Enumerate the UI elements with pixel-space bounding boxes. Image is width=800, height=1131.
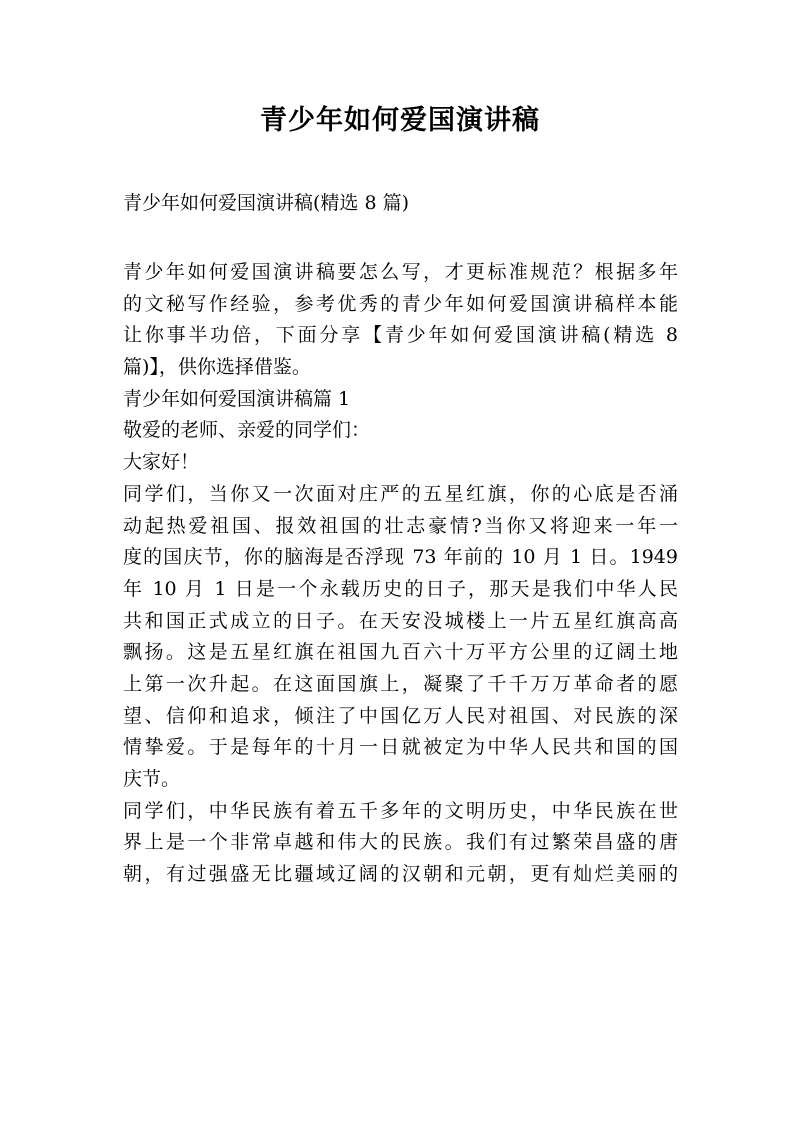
document-subtitle: 青少年如何爱国演讲稿(精选 8 篇) bbox=[123, 192, 409, 214]
text-line: 的文秘写作经验，参考优秀的青少年如何爱国演讲稿样本能 bbox=[123, 292, 678, 315]
text-line: 同学们，当你又一次面对庄严的五星红旗，你的心底是否涌 bbox=[123, 482, 678, 505]
document-title: 青少年如何爱国演讲稿 bbox=[260, 105, 540, 136]
text-line: 情挚爱。于是每年的十月一日就被定为中华人民共和国的国 bbox=[123, 736, 678, 759]
text-line: 青少年如何爱国演讲稿篇 1 bbox=[123, 387, 351, 410]
text-line: 朝，有过强盛无比疆域辽阔的汉朝和元朝，更有灿烂美丽的 bbox=[123, 863, 678, 886]
text-line: 共和国正式成立的日子。在天安没城楼上一片五星红旗高高 bbox=[123, 609, 678, 632]
text-line: 青少年如何爱国演讲稿要怎么写，才更标准规范？根据多年 bbox=[123, 261, 678, 283]
text-line: 篇)】，供你选择借鉴。 bbox=[123, 356, 311, 379]
text-line: 望、信仰和追求，倾注了中国亿万人民对祖国、对民族的深 bbox=[123, 704, 678, 727]
text-line: 让你事半功倍，下面分享【青少年如何爱国演讲稿(精选 8 bbox=[123, 324, 678, 347]
text-line: 上第一次升起。在这面国旗上，凝聚了千千万万革命者的愿 bbox=[123, 672, 678, 695]
text-line: 庆节。 bbox=[123, 768, 181, 790]
document-body bbox=[123, 257, 678, 891]
text-line: 度的国庆节，你的脑海是否浮现 73 年前的 10 月 1 日。1949 bbox=[123, 546, 678, 569]
text-line: 界上是一个非常卓越和伟大的民族。我们有过繁荣昌盛的唐 bbox=[123, 831, 678, 854]
text-line: 年 10 月 1 日是一个永载历史的日子，那天是我们中华人民 bbox=[123, 577, 678, 600]
text-line: 飘扬。这是五星红旗在祖国九百六十万平方公里的辽阔土地 bbox=[123, 641, 678, 664]
text-line: 大家好！ bbox=[123, 451, 200, 474]
text-line: 同学们，中华民族有着五千多年的文明历史，中华民族在世 bbox=[123, 799, 678, 822]
text-line: 敬爱的老师、亲爱的同学们： bbox=[123, 419, 371, 442]
text-line: 动起热爱祖国、报效祖国的壮志豪情?当你又将迎来一年一 bbox=[123, 514, 678, 537]
